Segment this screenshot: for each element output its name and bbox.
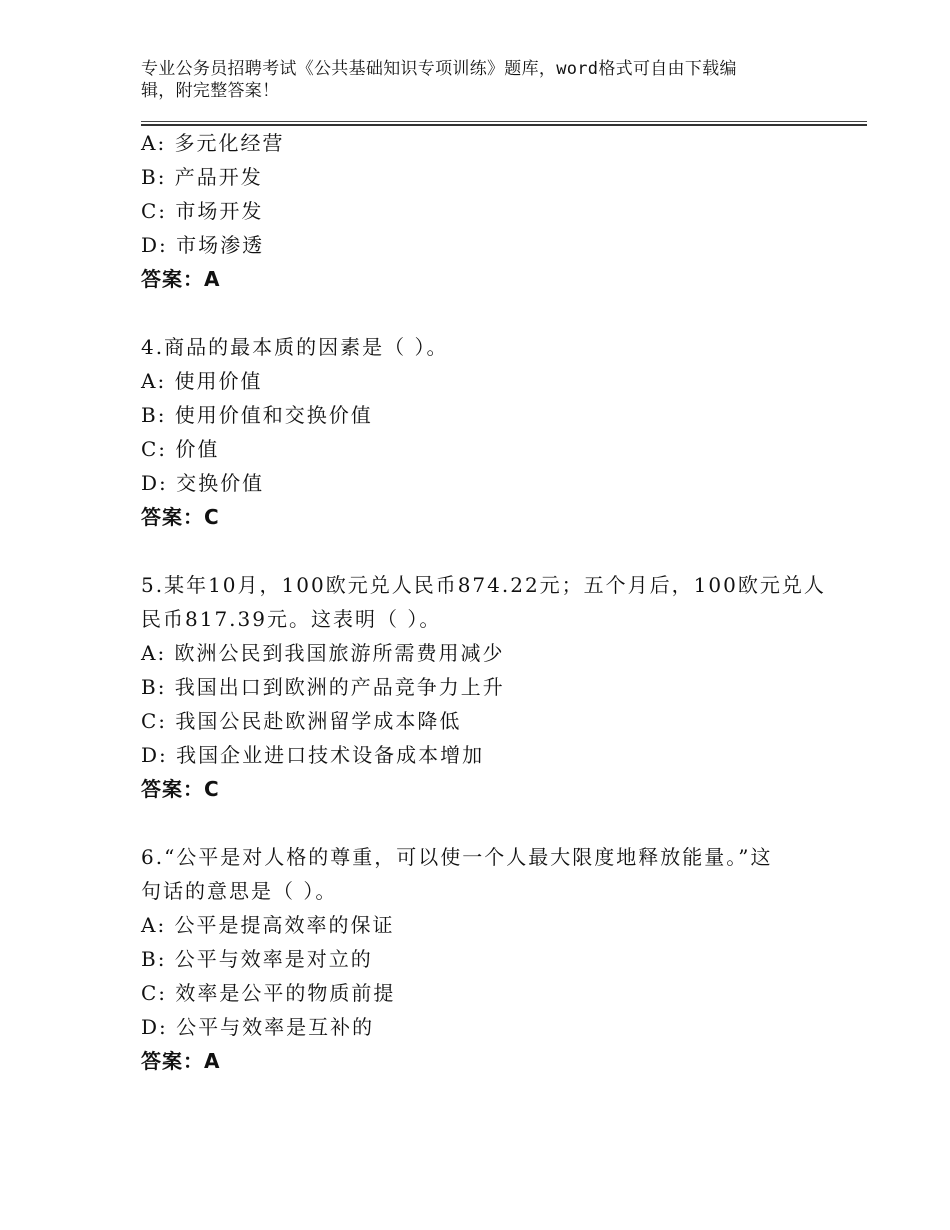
question-content — [141, 126, 826, 1078]
question-stem-cont: 民币817.39元。这表明（ ）。 — [141, 607, 442, 631]
page-header — [141, 58, 791, 102]
question-stem: 5.某年10月，100欧元兑人民币874.22元；五个月后，100欧元兑人 — [141, 573, 826, 597]
option-b: B: 产品开发 — [141, 165, 263, 189]
answer-line: 答案：A — [141, 267, 221, 291]
option-b: B: 公平与效率是对立的 — [141, 947, 373, 971]
option-c: C: 市场开发 — [141, 199, 264, 223]
option-d: D: 我国企业进口技术设备成本增加 — [141, 743, 485, 767]
question-spacer — [141, 534, 821, 568]
question-stem: 4.商品的最本质的因素是（ ）。 — [141, 335, 449, 359]
option-d: D: 交换价值 — [141, 471, 265, 495]
header-line-2: 辑，附完整答案！ — [141, 81, 280, 101]
option-a: A: 使用价值 — [141, 369, 263, 393]
question-spacer — [141, 806, 821, 840]
option-d: D: 公平与效率是互补的 — [141, 1015, 375, 1039]
option-c: C: 效率是公平的物质前提 — [141, 981, 396, 1005]
header-line-1: 专业公务员招聘考试《公共基础知识专项训练》题库，word格式可自由下载编 — [141, 59, 737, 79]
option-a: A: 公平是提高效率的保证 — [141, 913, 395, 937]
option-a: A: 欧洲公民到我国旅游所需费用减少 — [141, 641, 505, 665]
option-b: B: 我国出口到欧洲的产品竞争力上升 — [141, 675, 505, 699]
header-divider-thin — [141, 121, 867, 122]
option-c: C: 我国公民赴欧洲留学成本降低 — [141, 709, 462, 733]
question-6 — [141, 840, 821, 1078]
question-3 — [141, 126, 821, 296]
question-4 — [141, 330, 821, 534]
option-c: C: 价值 — [141, 437, 220, 461]
option-d: D: 市场渗透 — [141, 233, 265, 257]
answer-line: 答案：C — [141, 505, 220, 529]
question-spacer — [141, 296, 821, 330]
option-b: B: 使用价值和交换价值 — [141, 403, 373, 427]
question-5 — [141, 568, 826, 806]
option-a: A: 多元化经营 — [141, 131, 285, 155]
answer-line: 答案：A — [141, 1049, 221, 1073]
question-stem-cont: 句话的意思是（ ）。 — [141, 879, 338, 903]
answer-line: 答案：C — [141, 777, 220, 801]
question-stem: 6.“公平是对人格的尊重，可以使一个人最大限度地释放能量。”这 — [141, 845, 773, 869]
